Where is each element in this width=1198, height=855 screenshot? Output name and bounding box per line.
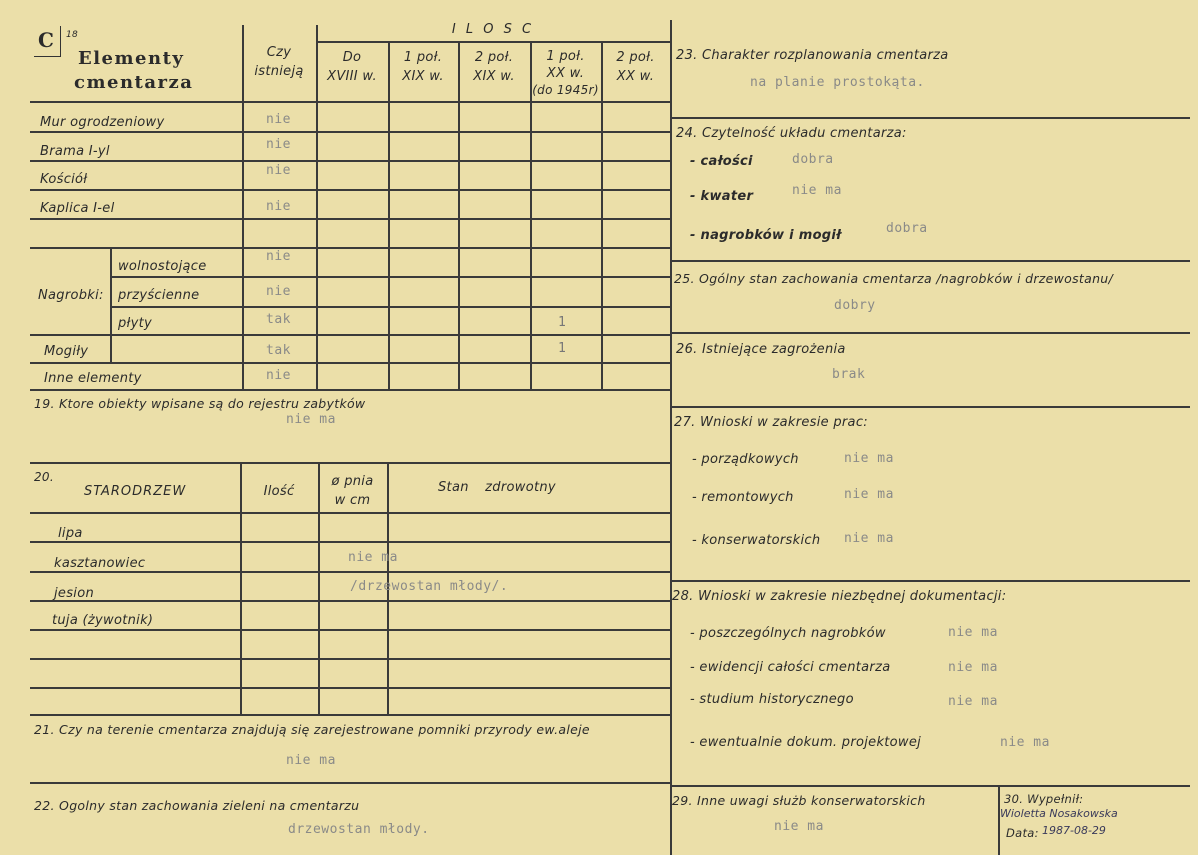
nagrobki-group-label: Nagrobki: bbox=[38, 288, 104, 303]
q19-label: 19. Ktore obiekty wpisane są do rejestru zabytków bbox=[34, 396, 366, 411]
q30-label: 30. Wypełnił: bbox=[1004, 792, 1084, 806]
row-exists-graves: tak bbox=[266, 343, 291, 358]
tree-kasztanowiec: kasztanowiec bbox=[54, 556, 146, 571]
q28-label: 28. Wnioski w zakresie niezbędnej dokumentacji: bbox=[672, 589, 1007, 604]
q28-item-history: - studium historycznego bbox=[690, 692, 854, 707]
row-exists-gate: nie bbox=[266, 137, 291, 152]
row-label-other: Inne elementy bbox=[44, 371, 142, 386]
q27-item-repair: - remontowych bbox=[692, 490, 794, 505]
row-exists-chapel: nie bbox=[266, 199, 291, 214]
row-label-freestanding: wolnostojące bbox=[118, 259, 207, 274]
q28-item-project: - ewentualnie dokum. projektowej bbox=[690, 735, 922, 750]
q28-item-records: - ewidencji całości cmentarza bbox=[690, 660, 891, 675]
q20-state-header: Stan zdrowotny bbox=[438, 480, 556, 495]
q20-number: 20. bbox=[34, 470, 54, 484]
section-title-line2: cmentarza bbox=[74, 72, 194, 93]
q21-answer: nie ma bbox=[286, 753, 336, 768]
q26-label: 26. Istniejące zagrożenia bbox=[676, 342, 846, 357]
q27-label: 27. Wnioski w zakresie prac: bbox=[674, 415, 868, 430]
q24-answer-whole: dobra bbox=[792, 152, 834, 167]
row-exists-slabs: tak bbox=[266, 312, 291, 327]
row-label-wall-mounted: przyścienne bbox=[118, 288, 200, 303]
row-count-slabs: 1 bbox=[558, 315, 567, 330]
q27-answer-cleanup: nie ma bbox=[844, 451, 894, 466]
period-col-4: 1 poł. XX w. (do 1945r) bbox=[532, 49, 599, 97]
q28-answer-tombstones: nie ma bbox=[948, 625, 998, 640]
row-label-church: Kościół bbox=[40, 172, 88, 187]
q28-answer-records: nie ma bbox=[948, 660, 998, 675]
q20-answer-line1: nie ma bbox=[348, 550, 398, 565]
q24-label: 24. Czytelność układu cmentarza: bbox=[676, 126, 907, 141]
q25-answer: dobry bbox=[834, 298, 876, 313]
q29-answer: nie ma bbox=[774, 819, 824, 834]
q20-answer-line2: /drzewostan młody/. bbox=[350, 579, 509, 594]
row-exists-church: nie bbox=[266, 163, 291, 178]
q27-answer-conservation: nie ma bbox=[844, 531, 894, 546]
q30-date-label: Data: bbox=[1006, 826, 1039, 840]
card-letter: C bbox=[38, 28, 56, 52]
q27-item-conservation: - konserwatorskich bbox=[692, 533, 821, 548]
q22-label: 22. Ogolny stan zachowania zieleni na cmentarzu bbox=[34, 798, 360, 813]
row-label-wall: Mur ogrodzeniowy bbox=[40, 115, 165, 130]
q28-item-tombstones: - poszczególnych nagrobków bbox=[690, 626, 886, 641]
row-label-chapel: Kaplica I-el bbox=[40, 201, 115, 216]
q24-item-whole: - całości bbox=[690, 154, 753, 169]
section-title-line1: Elementy bbox=[78, 48, 185, 69]
q21-label: 21. Czy na terenie cmentarza znajdują się zarejestrowane pomniki przyrody ew.aleje bbox=[34, 722, 590, 737]
q27-answer-repair: nie ma bbox=[844, 487, 894, 502]
exists-column-header: Czy istnieją bbox=[254, 45, 304, 79]
q24-answer-quarters: nie ma bbox=[792, 183, 842, 198]
q20-title: STARODRZEW bbox=[84, 484, 187, 499]
row-exists-wall-mounted: nie bbox=[266, 284, 291, 299]
row-exists-other: nie bbox=[266, 368, 291, 383]
card-index: 18 bbox=[66, 30, 79, 40]
q29-label: 29. Inne uwagi służb konserwatorskich bbox=[672, 793, 926, 808]
period-col-2: 1 poł. XIX w. bbox=[402, 50, 444, 84]
q28-answer-history: nie ma bbox=[948, 694, 998, 709]
q26-answer: brak bbox=[832, 367, 866, 382]
tree-jesion: jesion bbox=[54, 586, 94, 601]
q27-item-cleanup: - porządkowych bbox=[692, 452, 799, 467]
tree-tuja: tuja (żywotnik) bbox=[52, 613, 154, 628]
q28-answer-project: nie ma bbox=[1000, 735, 1050, 750]
row-exists-freestanding: nie bbox=[266, 249, 291, 264]
q22-answer: drzewostan młody. bbox=[288, 822, 430, 837]
q30-date-value: 1987-08-29 bbox=[1042, 824, 1106, 837]
period-col-5: 2 poł. XX w. bbox=[616, 50, 655, 84]
q24-answer-tombstones: dobra bbox=[886, 221, 928, 236]
row-label-slabs: płyty bbox=[118, 316, 152, 331]
row-label-graves: Mogiły bbox=[44, 344, 89, 359]
q25-label: 25. Ogólny stan zachowania cmentarza /nagrobków i drzewostanu/ bbox=[674, 271, 1114, 286]
tree-lipa: lipa bbox=[58, 526, 83, 541]
q24-item-quarters: - kwater bbox=[690, 189, 754, 204]
q20-diameter-header: ø pnia w cm bbox=[331, 474, 374, 508]
quantity-header: I L O S C bbox=[451, 22, 535, 37]
row-label-gate: Brama I-yl bbox=[40, 144, 110, 159]
q24-item-tombstones: - nagrobków i mogił bbox=[690, 228, 842, 243]
q20-qty-header: Ilość bbox=[263, 484, 295, 499]
row-exists-wall: nie bbox=[266, 112, 291, 127]
q23-answer: na planie prostokąta. bbox=[750, 75, 925, 90]
q30-signature: Wioletta Nosakowska bbox=[1000, 807, 1118, 820]
row-count-graves: 1 bbox=[558, 341, 567, 356]
q23-label: 23. Charakter rozplanowania cmentarza bbox=[676, 48, 949, 63]
period-col-1: Do XVIII w. bbox=[327, 50, 377, 84]
period-col-3: 2 poł. XIX w. bbox=[473, 50, 515, 84]
q19-answer: nie ma bbox=[286, 412, 336, 427]
